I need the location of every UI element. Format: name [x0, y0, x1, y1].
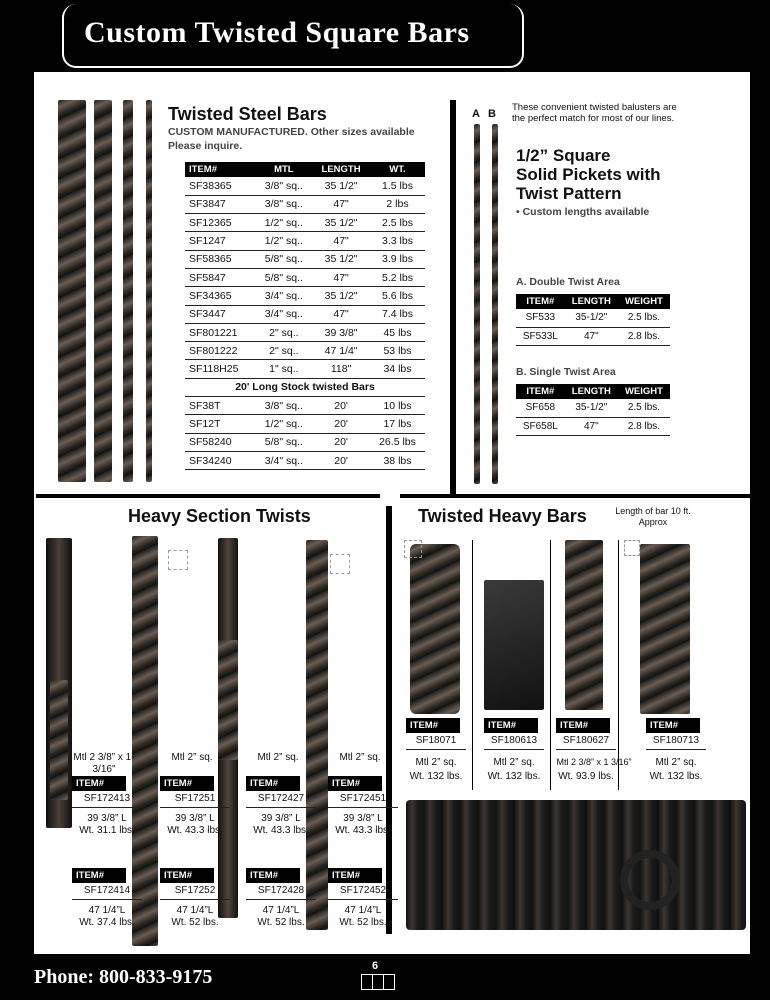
table-cell: 47": [312, 195, 370, 213]
table-cell: 38 lbs: [370, 451, 425, 469]
profile-icon: [330, 554, 350, 574]
table-cell: 20': [312, 397, 370, 415]
heavy-bar-photo: [410, 544, 460, 714]
double-twist-title: A. Double Twist Area: [516, 276, 620, 288]
table-cell: 2" sq..: [256, 342, 313, 360]
item-number: SF180627: [556, 734, 616, 750]
table-cell: SF3847: [185, 195, 256, 213]
table-cell: 35-1/2": [565, 309, 618, 327]
table-cell: 35 1/2": [312, 214, 370, 232]
item-weight: Wt. 52 lbs.: [339, 917, 387, 928]
frame-left: [0, 72, 34, 954]
page-title: Custom Twisted Square Bars: [84, 16, 470, 49]
heavy-section-heading: Heavy Section Twists: [128, 506, 311, 526]
table-cell: 47": [565, 327, 618, 345]
picket-image-b: [492, 124, 498, 484]
table-cell: 3/8" sq..: [256, 195, 313, 213]
table-cell: 2" sq..: [256, 323, 313, 341]
picket-title: [516, 146, 661, 203]
table-cell: SF34240: [185, 451, 256, 469]
heavy-section-mtl: Mtl 2” sq.: [171, 752, 213, 763]
item-label: ITEM#: [160, 868, 214, 883]
table-row: [516, 309, 670, 327]
table-cell: 3/4" sq..: [256, 287, 313, 305]
picket-label-a: A: [472, 108, 480, 120]
picket-title-line: Solid Pickets with: [516, 165, 661, 184]
heavy-bar-photo: [640, 544, 690, 714]
table-row: [185, 177, 425, 195]
table-cell: 1/2" sq..: [256, 214, 313, 232]
table-cell: 5/8" sq..: [256, 268, 313, 286]
table-cell: SF38365: [185, 177, 256, 195]
heavy-section-title: [128, 506, 311, 527]
picket-title-line: Twist Pattern: [516, 184, 622, 203]
table-cell: SF58240: [185, 433, 256, 451]
column-header: LENGTH: [565, 384, 618, 399]
column-divider: [550, 540, 551, 790]
single-twist-title: B. Single Twist Area: [516, 366, 616, 378]
column-header: WT.: [370, 162, 425, 177]
heavy-section-mtl: Mtl 2 3/8” x 1- 3/16": [73, 752, 135, 775]
table-cell: SF658: [516, 399, 565, 417]
column-header: WEIGHT: [618, 384, 670, 399]
item-number: SF172451: [328, 792, 398, 808]
heavy-section-mtl: Mtl 2” sq.: [339, 752, 381, 763]
table-row: [185, 195, 425, 213]
column-header: LENGTH: [565, 294, 618, 309]
heavy-bars-title: [418, 506, 587, 527]
table-cell: 118": [312, 360, 370, 378]
column-divider: [618, 540, 619, 790]
heavy-bar-photo: [484, 580, 544, 710]
table-row: [185, 451, 425, 469]
twisted-steel-subtitle-2: Please inquire.: [168, 140, 243, 152]
item-label: ITEM#: [484, 718, 538, 733]
table-row: [185, 250, 425, 268]
item-length: 47 1/4”L: [344, 905, 382, 916]
table-cell: 5.2 lbs: [370, 268, 425, 286]
profile-icon: [624, 540, 640, 556]
table-cell: 7.4 lbs: [370, 305, 425, 323]
heavy-bars-note: Length of bar 10 ft. Approx: [615, 506, 691, 527]
section-divider: [36, 494, 380, 498]
table-subheading-row: [185, 378, 425, 396]
heavy-section-mtl: Mtl 2” sq.: [257, 752, 299, 763]
table-cell: SF658L: [516, 417, 565, 435]
table-cell: SF58365: [185, 250, 256, 268]
table-cell: 53 lbs: [370, 342, 425, 360]
table-row: [185, 397, 425, 415]
item-number: SF17252: [160, 884, 230, 900]
fence-scroll-ornament: [620, 850, 680, 910]
table-cell: 20': [312, 451, 370, 469]
heavy-bar-photo: [565, 540, 603, 710]
column-header: ITEM#: [516, 384, 565, 399]
column-header: MTL: [256, 162, 313, 177]
table-cell: 35 1/2": [312, 287, 370, 305]
item-weight: Wt. 93.9 lbs.: [558, 771, 614, 782]
item-mtl: Mtl 2” sq.: [655, 757, 697, 768]
item-label: ITEM#: [246, 868, 300, 883]
item-length: 39 3/8” L: [175, 813, 215, 824]
item-length: 39 3/8” L: [261, 813, 301, 824]
table-cell: 39 3/8": [312, 323, 370, 341]
item-label: ITEM#: [406, 718, 460, 733]
twisted-bar-image: [94, 100, 112, 482]
table-cell: 47": [312, 232, 370, 250]
item-number: SF180713: [646, 734, 706, 750]
fence-photo: [406, 800, 746, 930]
table-row: [185, 415, 425, 433]
table-cell: 2.5 lbs: [370, 214, 425, 232]
item-label: ITEM#: [72, 776, 126, 791]
item-mtl: Mtl 2” sq.: [493, 757, 535, 768]
table-cell: 17 lbs: [370, 415, 425, 433]
profile-icon: [404, 540, 422, 558]
footer-logo-icon: [361, 974, 395, 990]
table-row: [185, 360, 425, 378]
table-cell: 35-1/2": [565, 399, 618, 417]
item-weight: Wt. 52 lbs.: [257, 917, 305, 928]
table-cell: 2.8 lbs.: [618, 417, 670, 435]
item-length: 39 3/8” L: [343, 813, 383, 824]
twisted-steel-table: [185, 162, 425, 470]
column-header: ITEM#: [516, 294, 565, 309]
item-number: SF17251: [160, 792, 230, 808]
table-row: [516, 417, 670, 435]
item-weight: Wt. 37.4 lbs.: [79, 917, 135, 928]
item-number: SF172427: [246, 792, 316, 808]
table-cell: 5/8" sq..: [256, 250, 313, 268]
table-cell: SF533L: [516, 327, 565, 345]
twisted-steel-subtitle: CUSTOM MANUFACTURED. Other sizes available: [168, 126, 415, 138]
table-cell: SF12365: [185, 214, 256, 232]
table-cell: 35 1/2": [312, 250, 370, 268]
item-number: SF180613: [484, 734, 544, 750]
table-row: [185, 433, 425, 451]
item-number: SF172414: [72, 884, 142, 900]
table-cell: 2 lbs: [370, 195, 425, 213]
stock-heading: 20' Long Stock twisted Bars: [185, 378, 425, 396]
item-weight: Wt. 132 lbs.: [409, 771, 463, 782]
table-cell: 2.5 lbs.: [618, 309, 670, 327]
profile-icon: [168, 550, 188, 570]
item-weight: Wt. 52 lbs.: [171, 917, 219, 928]
item-label: ITEM#: [646, 718, 700, 733]
table-row: [185, 287, 425, 305]
twisted-bar-image: [123, 100, 133, 482]
table-cell: SF533: [516, 309, 565, 327]
item-weight: Wt. 31.1 lbs.: [79, 825, 135, 836]
frame-right: [750, 72, 770, 954]
item-weight: Wt. 43.3 lbs.: [335, 825, 391, 836]
table-row: [185, 232, 425, 250]
table-cell: 3.9 lbs: [370, 250, 425, 268]
column-header: ITEM#: [185, 162, 256, 177]
picket-intro: These convenient twisted balusters are the perfect match for most of our lines.: [512, 102, 677, 124]
item-length: 47 1/4”L: [262, 905, 300, 916]
table-cell: 47": [312, 305, 370, 323]
table-cell: 3/8" sq..: [256, 177, 313, 195]
page-number: 6: [372, 960, 379, 972]
item-weight: Wt. 132 lbs.: [649, 771, 703, 782]
item-weight: Wt. 132 lbs.: [487, 771, 541, 782]
vertical-divider: [450, 100, 456, 495]
table-cell: SF12T: [185, 415, 256, 433]
table-row: [516, 327, 670, 345]
table-cell: SF801221: [185, 323, 256, 341]
heavy-bar-image: [306, 540, 328, 930]
footer-phone: Phone: 800-833-9175: [34, 966, 213, 988]
single-twist-table: [516, 384, 670, 436]
twisted-bar-image: [146, 100, 152, 482]
table-cell: 2.5 lbs.: [618, 399, 670, 417]
table-row: [185, 305, 425, 323]
column-divider: [472, 540, 473, 790]
table-cell: 3.3 lbs: [370, 232, 425, 250]
table-cell: 3/8" sq..: [256, 397, 313, 415]
item-label: ITEM#: [556, 718, 610, 733]
section-divider: [400, 494, 750, 498]
table-cell: SF1247: [185, 232, 256, 250]
item-mtl: Mtl 2 3/8” x 1 3/16”: [556, 757, 632, 767]
picket-title-line: 1/2” Square: [516, 146, 611, 165]
heavy-bar-twist: [218, 640, 238, 760]
table-cell: 3/4" sq..: [256, 451, 313, 469]
table-cell: 1/2" sq..: [256, 415, 313, 433]
table-row: [185, 214, 425, 232]
table-cell: 20': [312, 415, 370, 433]
picket-label-b: B: [488, 108, 496, 120]
item-mtl: Mtl 2” sq.: [415, 757, 457, 768]
twisted-bar-image: [58, 100, 86, 482]
table-cell: 2.8 lbs.: [618, 327, 670, 345]
table-cell: 3/4" sq..: [256, 305, 313, 323]
item-label: ITEM#: [72, 868, 126, 883]
table-cell: SF801222: [185, 342, 256, 360]
item-number: SF172413: [72, 792, 142, 808]
item-label: ITEM#: [160, 776, 214, 791]
item-number: SF18071: [406, 734, 466, 750]
table-cell: SF3447: [185, 305, 256, 323]
table-cell: SF34365: [185, 287, 256, 305]
table-cell: 35 1/2": [312, 177, 370, 195]
table-cell: 10 lbs: [370, 397, 425, 415]
vertical-divider: [386, 506, 392, 934]
table-cell: 34 lbs: [370, 360, 425, 378]
twisted-steel-title: Twisted Steel Bars: [168, 104, 327, 124]
column-header: WEIGHT: [618, 294, 670, 309]
item-label: ITEM#: [328, 868, 382, 883]
table-cell: 47": [312, 268, 370, 286]
item-number: SF172452: [328, 884, 398, 900]
item-label: ITEM#: [246, 776, 300, 791]
item-weight: Wt. 43.3 lbs.: [167, 825, 223, 836]
item-length: 47 1/4”L: [176, 905, 214, 916]
table-row: [185, 323, 425, 341]
heavy-bars-heading: Twisted Heavy Bars: [418, 506, 587, 526]
column-header: LENGTH: [312, 162, 370, 177]
item-label: ITEM#: [328, 776, 382, 791]
table-cell: 1" sq..: [256, 360, 313, 378]
table-cell: 47 1/4": [312, 342, 370, 360]
table-cell: SF5847: [185, 268, 256, 286]
table-cell: SF38T: [185, 397, 256, 415]
table-row: [185, 342, 425, 360]
table-cell: 26.5 lbs: [370, 433, 425, 451]
table-cell: 47": [565, 417, 618, 435]
picket-image-a: [474, 124, 480, 484]
item-length: 47 1/4”L: [88, 905, 126, 916]
table-cell: 5.6 lbs: [370, 287, 425, 305]
table-cell: 45 lbs: [370, 323, 425, 341]
table-row: [516, 399, 670, 417]
heavy-bar-twist: [50, 680, 68, 800]
table-cell: 5/8" sq..: [256, 433, 313, 451]
table-cell: SF118H25: [185, 360, 256, 378]
table-row: [185, 268, 425, 286]
table-cell: 20': [312, 433, 370, 451]
item-number: SF172428: [246, 884, 316, 900]
item-length: 39 3/8” L: [87, 813, 127, 824]
double-twist-table: [516, 294, 670, 346]
table-cell: 1.5 lbs: [370, 177, 425, 195]
picket-bullet: • Custom lengths available: [516, 206, 650, 218]
twisted-steel-section: [168, 104, 415, 153]
table-cell: 1/2" sq..: [256, 232, 313, 250]
item-weight: Wt. 43.3 lbs.: [253, 825, 309, 836]
